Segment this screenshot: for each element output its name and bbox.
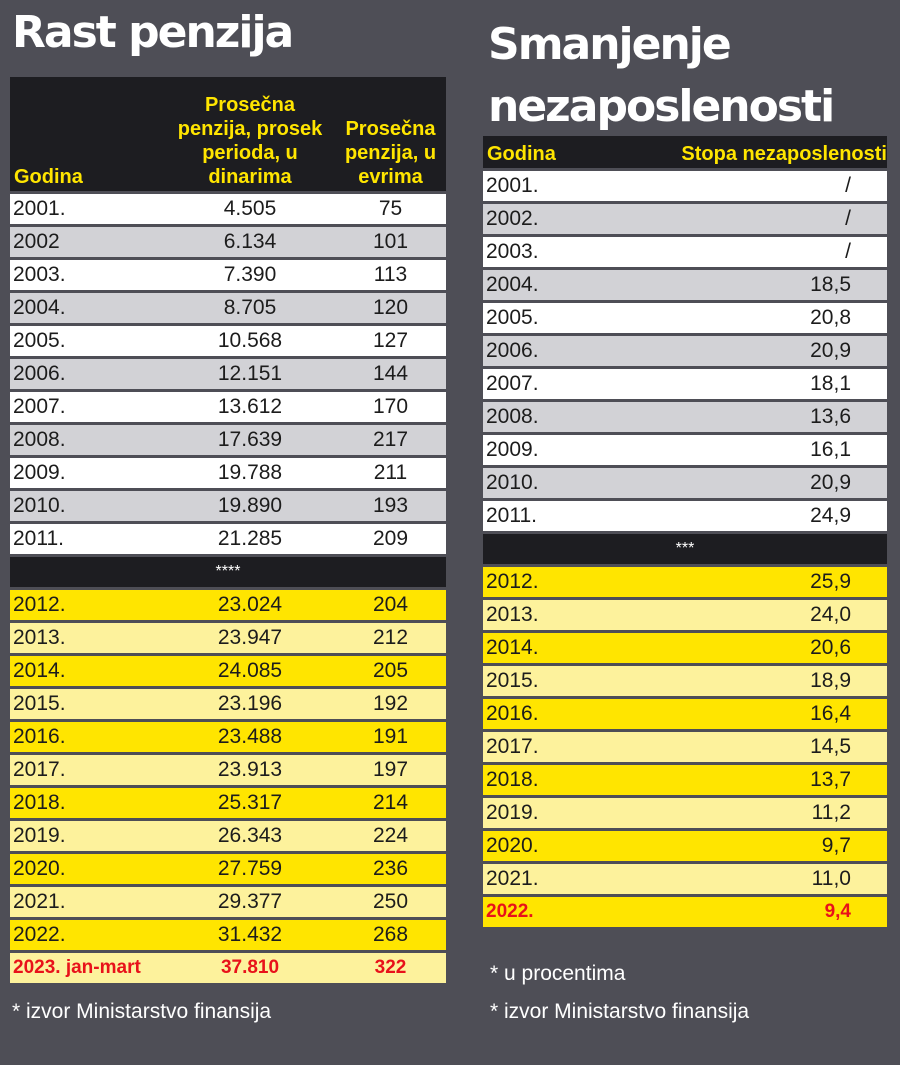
unemployment-year-cell: 2011. — [483, 501, 633, 531]
pension-value-cell: 192 — [335, 689, 446, 719]
pension-row — [10, 458, 446, 488]
pension-row — [10, 854, 446, 884]
unemployment-row — [483, 501, 887, 531]
unemployment-year-cell: 2009. — [483, 435, 633, 465]
pension-value-cell: 224 — [335, 821, 446, 851]
pension-row — [10, 194, 446, 224]
pension-value-cell: 25.317 — [165, 788, 335, 818]
unemployment-row — [483, 468, 887, 498]
pension-value-cell: 4.505 — [165, 194, 335, 224]
unemployment-year-cell: 2021. — [483, 864, 633, 894]
pension-year-cell: 2012. — [10, 590, 165, 620]
pension-header-year: Godina — [10, 77, 165, 191]
unemployment-value-cell: 13,6 — [633, 402, 887, 432]
unemployment-year-cell: 2015. — [483, 666, 633, 696]
pension-value-cell: 13.612 — [165, 392, 335, 422]
unemployment-value-cell: 16,4 — [633, 699, 887, 729]
unemployment-header-row — [483, 136, 887, 168]
pension-row — [10, 227, 446, 257]
pension-row — [10, 887, 446, 917]
unemployment-header-year: Godina — [483, 136, 633, 168]
unemployment-row — [483, 402, 887, 432]
pension-value-cell: 23.947 — [165, 623, 335, 653]
pension-row — [10, 788, 446, 818]
pension-year-cell: 2014. — [10, 656, 165, 686]
unemployment-value-cell: 20,9 — [633, 336, 887, 366]
unemployment-row — [483, 732, 887, 762]
pension-year-cell: 2011. — [10, 524, 165, 554]
pension-value-cell: 24.085 — [165, 656, 335, 686]
unemployment-row — [483, 864, 887, 894]
pension-value-cell: 217 — [335, 425, 446, 455]
pension-year-cell: 2008. — [10, 425, 165, 455]
unemployment-year-cell: 2010. — [483, 468, 633, 498]
pension-year-cell: 2005. — [10, 326, 165, 356]
pension-value-cell: 29.377 — [165, 887, 335, 917]
pension-header-dinars: Prosečna penzija, prosek perioda, u dinarima — [165, 77, 335, 191]
pension-value-cell: 23.488 — [165, 722, 335, 752]
pension-value-cell: 12.151 — [165, 359, 335, 389]
pension-value-cell: 19.788 — [165, 458, 335, 488]
pension-value-cell: 10.568 — [165, 326, 335, 356]
pension-value-cell: 19.890 — [165, 491, 335, 521]
unemployment-row — [483, 303, 887, 333]
pension-table-title: Rast penzija — [12, 7, 293, 58]
pension-value-cell: 27.759 — [165, 854, 335, 884]
unemployment-row — [483, 567, 887, 597]
pension-row — [10, 689, 446, 719]
pension-year-cell: 2015. — [10, 689, 165, 719]
unemployment-row — [483, 765, 887, 795]
unemployment-value-cell: 11,2 — [633, 798, 887, 828]
pension-value-cell: 212 — [335, 623, 446, 653]
unemployment-value-cell: 9,4 — [633, 897, 887, 927]
unemployment-value-cell: / — [633, 237, 887, 267]
pension-value-cell: 209 — [335, 524, 446, 554]
pension-value-cell: 120 — [335, 293, 446, 323]
unemployment-value-cell: 20,6 — [633, 633, 887, 663]
pension-year-cell: 2002 — [10, 227, 165, 257]
unemployment-row — [483, 666, 887, 696]
unemployment-row — [483, 600, 887, 630]
pension-row — [10, 755, 446, 785]
pension-value-cell: 23.196 — [165, 689, 335, 719]
pension-value-cell: 75 — [335, 194, 446, 224]
unemployment-row — [483, 336, 887, 366]
unemployment-year-cell: 2008. — [483, 402, 633, 432]
unemployment-value-cell: 14,5 — [633, 732, 887, 762]
unemployment-value-cell: 25,9 — [633, 567, 887, 597]
pension-year-cell: 2019. — [10, 821, 165, 851]
unemployment-row — [483, 435, 887, 465]
pension-value-cell: 205 — [335, 656, 446, 686]
pension-value-cell: 250 — [335, 887, 446, 917]
pension-separator-row — [10, 557, 446, 587]
pension-value-cell: 37.810 — [165, 953, 335, 983]
unemployment-value-cell: 11,0 — [633, 864, 887, 894]
unemployment-unit-note: * u procentima — [490, 962, 626, 985]
pension-row — [10, 359, 446, 389]
pension-row — [10, 623, 446, 653]
pension-value-cell: 26.343 — [165, 821, 335, 851]
pension-year-cell: 2004. — [10, 293, 165, 323]
pension-value-cell: 113 — [335, 260, 446, 290]
pension-year-cell: 2020. — [10, 854, 165, 884]
pension-row — [10, 953, 446, 983]
pension-value-cell: 322 — [335, 953, 446, 983]
pension-row — [10, 293, 446, 323]
pension-year-cell: 2021. — [10, 887, 165, 917]
unemployment-year-cell: 2003. — [483, 237, 633, 267]
pension-year-cell: 2003. — [10, 260, 165, 290]
unemployment-header-rate: Stopa nezaposlenosti — [633, 136, 887, 168]
pension-value-cell: 6.134 — [165, 227, 335, 257]
pension-value-cell: 17.639 — [165, 425, 335, 455]
unemployment-year-cell: 2013. — [483, 600, 633, 630]
unemployment-row — [483, 171, 887, 201]
pension-separator: **** — [10, 557, 446, 587]
pension-year-cell: 2017. — [10, 755, 165, 785]
pension-table — [10, 74, 446, 986]
pension-year-cell: 2013. — [10, 623, 165, 653]
unemployment-table — [483, 133, 887, 930]
unemployment-value-cell: 20,9 — [633, 468, 887, 498]
pension-value-cell: 204 — [335, 590, 446, 620]
pension-value-cell: 268 — [335, 920, 446, 950]
unemployment-year-cell: 2002. — [483, 204, 633, 234]
unemployment-value-cell: 18,9 — [633, 666, 887, 696]
unemployment-row — [483, 897, 887, 927]
unemployment-year-cell: 2007. — [483, 369, 633, 399]
unemployment-year-cell: 2022. — [483, 897, 633, 927]
pension-value-cell: 191 — [335, 722, 446, 752]
unemployment-row — [483, 798, 887, 828]
unemployment-value-cell: 24,0 — [633, 600, 887, 630]
unemployment-value-cell: / — [633, 204, 887, 234]
unemployment-value-cell: 18,5 — [633, 270, 887, 300]
unemployment-source-note: * izvor Ministarstvo finansija — [490, 1000, 750, 1023]
pension-year-cell: 2001. — [10, 194, 165, 224]
unemployment-year-cell: 2006. — [483, 336, 633, 366]
unemployment-year-cell: 2001. — [483, 171, 633, 201]
pension-value-cell: 21.285 — [165, 524, 335, 554]
pension-row — [10, 491, 446, 521]
pension-row — [10, 425, 446, 455]
unemployment-row — [483, 633, 887, 663]
pension-year-cell: 2022. — [10, 920, 165, 950]
unemployment-year-cell: 2004. — [483, 270, 633, 300]
unemployment-value-cell: 24,9 — [633, 501, 887, 531]
unemployment-row — [483, 270, 887, 300]
unemployment-year-cell: 2017. — [483, 732, 633, 762]
pension-row — [10, 656, 446, 686]
pension-value-cell: 7.390 — [165, 260, 335, 290]
unemployment-year-cell: 2018. — [483, 765, 633, 795]
pension-value-cell: 8.705 — [165, 293, 335, 323]
unemployment-separator: *** — [483, 534, 887, 564]
pension-value-cell: 197 — [335, 755, 446, 785]
pension-value-cell: 23.024 — [165, 590, 335, 620]
unemployment-year-cell: 2014. — [483, 633, 633, 663]
pension-source-note: * izvor Ministarstvo finansija — [12, 1000, 272, 1023]
unemployment-separator-row — [483, 534, 887, 564]
pension-value-cell: 170 — [335, 392, 446, 422]
pension-row — [10, 920, 446, 950]
pension-year-cell: 2023. jan-mart — [10, 953, 165, 983]
pension-row — [10, 392, 446, 422]
pension-year-cell: 2009. — [10, 458, 165, 488]
pension-row — [10, 722, 446, 752]
pension-row — [10, 260, 446, 290]
unemployment-row — [483, 237, 887, 267]
unemployment-table-title: Smanjenje nezaposlenosti — [488, 19, 834, 132]
pension-year-cell: 2007. — [10, 392, 165, 422]
unemployment-value-cell: / — [633, 171, 887, 201]
pension-value-cell: 101 — [335, 227, 446, 257]
pension-year-cell: 2018. — [10, 788, 165, 818]
unemployment-year-cell: 2005. — [483, 303, 633, 333]
pension-header-row — [10, 77, 446, 191]
pension-value-cell: 193 — [335, 491, 446, 521]
pension-value-cell: 127 — [335, 326, 446, 356]
unemployment-year-cell: 2016. — [483, 699, 633, 729]
unemployment-row — [483, 369, 887, 399]
unemployment-year-cell: 2019. — [483, 798, 633, 828]
pension-row — [10, 326, 446, 356]
unemployment-row — [483, 831, 887, 861]
pension-year-cell: 2016. — [10, 722, 165, 752]
unemployment-value-cell: 18,1 — [633, 369, 887, 399]
unemployment-row — [483, 204, 887, 234]
pension-value-cell: 214 — [335, 788, 446, 818]
unemployment-value-cell: 9,7 — [633, 831, 887, 861]
pension-value-cell: 144 — [335, 359, 446, 389]
pension-value-cell: 236 — [335, 854, 446, 884]
pension-value-cell: 31.432 — [165, 920, 335, 950]
unemployment-year-cell: 2020. — [483, 831, 633, 861]
pension-year-cell: 2006. — [10, 359, 165, 389]
pension-row — [10, 821, 446, 851]
pension-row — [10, 524, 446, 554]
pension-year-cell: 2010. — [10, 491, 165, 521]
unemployment-value-cell: 16,1 — [633, 435, 887, 465]
unemployment-year-cell: 2012. — [483, 567, 633, 597]
pension-row — [10, 590, 446, 620]
unemployment-value-cell: 13,7 — [633, 765, 887, 795]
pension-value-cell: 23.913 — [165, 755, 335, 785]
unemployment-row — [483, 699, 887, 729]
pension-value-cell: 211 — [335, 458, 446, 488]
pension-header-euros: Prosečna penzija, u evrima — [335, 77, 446, 191]
unemployment-value-cell: 20,8 — [633, 303, 887, 333]
